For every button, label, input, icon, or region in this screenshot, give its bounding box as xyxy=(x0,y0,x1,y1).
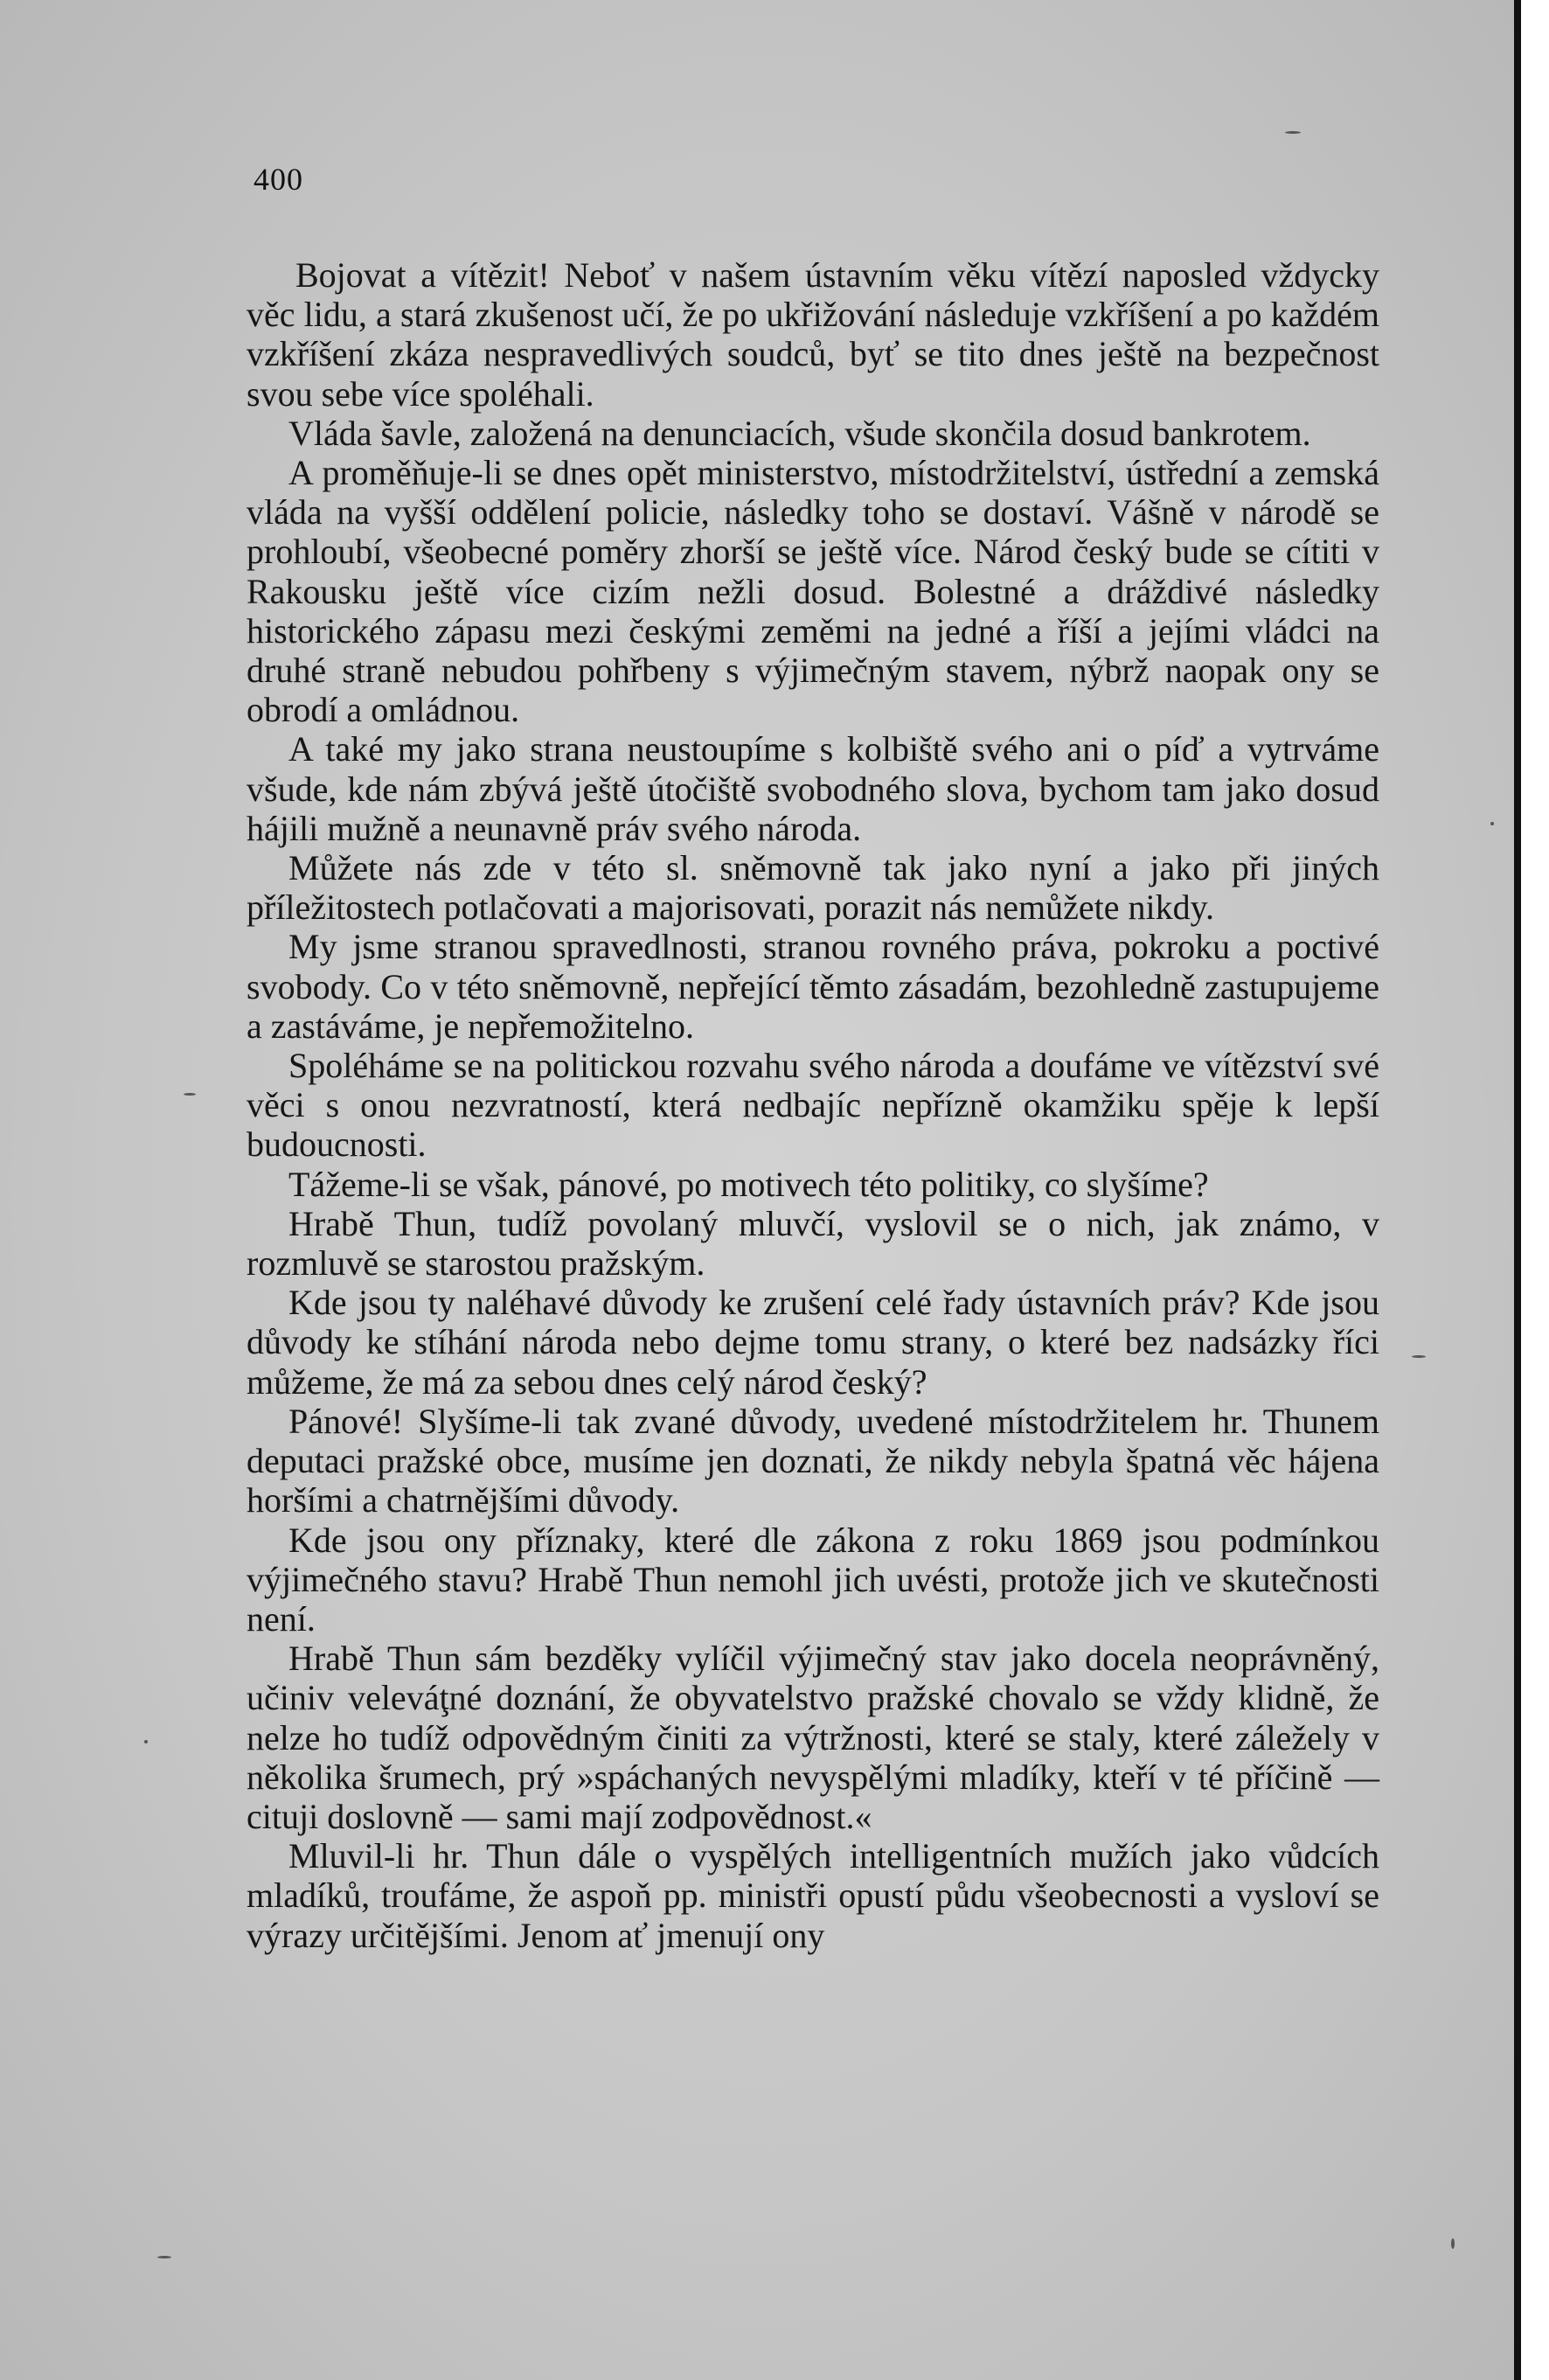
paragraph: My jsme stranou spravedlnosti, stranou rovného práva, pokroku a poctivé svobody. Co v této sněmovně, nepřející těmto zásadám, bezohledně zastupujeme a zastáváme, je nepřemožitelno. xyxy=(247,927,1379,1046)
scan-speck xyxy=(144,1740,148,1743)
paragraph: A proměňuje-li se dnes opět ministerstvo, místodržitelství, ústřední a zemská vláda na vyšší oddělení policie, následky toho se dostaví. Vášně v národě se prohloubí, všeobecné poměry zhorší se ještě více. Národ český bude se cítiti v Rakousku ještě více cizím nežli dosud. Bolestné a dráždivé následky historického zápasu mezi českými zeměmi na jedné a říší a jejími vládci na druhé straně nebudou pohřbeny s výjimečným stavem, nýbrž naopak ony se obrodí a omládnou. xyxy=(247,453,1379,730)
scan-speck xyxy=(1412,1355,1426,1358)
scan-speck xyxy=(1490,822,1494,825)
paragraph: Pánové! Slyšíme-li tak zvané důvody, uvedené místodržitelem hr. Thunem deputaci pražské obce, musíme jen doznati, že nikdy nebyla špatná věc hájena horšími a chatrnějšími důvody. xyxy=(247,1401,1379,1521)
scan-border xyxy=(1514,0,1549,2380)
paragraph: Vláda šavle, založená na denunciacích, všude skončila dosud bankrotem. xyxy=(288,413,1311,453)
paragraph: Bojovat a vítězit! Neboť v našem ústavním věku vítězí naposled vždycky věc lidu, a stará zkušenost učí, že po ukřižování následuje vzkříšení a po každém vzkříšení zkáza nespravedlivých soudců, byť se tito dnes ještě na bezpečnost svou sebe více spoléhali. xyxy=(247,255,1379,414)
paragraph: Spoléháme se na politickou rozvahu svého národa a doufáme ve vítězství své věci s onou nezvratností, která nedbajíc nepřízně okamžiku spěje k lepší budoucnosti. xyxy=(247,1046,1379,1165)
scan-speck xyxy=(1451,2238,1455,2249)
paragraph: Kde jsou ony příznaky, které dle zákona z roku 1869 jsou podmínkou výjimečného stavu? Hrabě Thun nemohl jich uvésti, protože jich ve skutečnosti není. xyxy=(247,1520,1379,1639)
paragraph: A také my jako strana neustoupíme s kolbiště svého ani o píď a vytrváme všude, kde nám zbývá ještě útočiště svobodného slova, bychom tam jako dosud hájili mužně a neunavně práv svého národa. xyxy=(247,729,1379,848)
paragraph: Tážeme-li se však, pánové, po motivech této politiky, co slyšíme? xyxy=(288,1164,1209,1204)
paragraph: Hrabě Thun sám bezděky vylíčil výjimečný stav jako docela neoprávněný, učiniv veleváţné doznání, že obyvatelstvo pražské chovalo se vždy klidně, že nelze ho tudíž odpovědným činiti za výtržnosti, které se staly, které záležely v několika šrumech, prý »spáchaných nevyspělými mladíky, kteří v té příčině — cituji doslovně — sami mají zodpovědnost.« xyxy=(247,1639,1379,1836)
paragraph: Kde jsou ty naléhavé důvody ke zrušení celé řady ústavních práv? Kde jsou důvody ke stíhání národa nebo dejme tomu strany, o které bez nadsázky říci můžeme, že má za sebou dnes celý národ český? xyxy=(247,1283,1379,1402)
paragraph: Můžete nás zde v této sl. sněmovně tak jako nyní a jako při jiných příležitostech potlačovati a majorisovati, porazit nás nemůžete nikdy. xyxy=(247,848,1379,928)
paragraph: Mluvil-li hr. Thun dále o vyspělých intelligentních mužích jako vůdcích mladíků, troufáme, že aspoň pp. ministři opustí půdu všeobecnosti a vysloví se výrazy určitějšími. Jenom ať jmenují ony xyxy=(247,1836,1379,1955)
scan-speck xyxy=(157,2256,171,2258)
paragraph: Hrabě Thun, tudíž povolaný mluvčí, vyslovil se o nich, jak známo, v rozmluvě se starostou pražským. xyxy=(247,1203,1379,1284)
page-number: 400 xyxy=(254,162,303,197)
body-text xyxy=(247,255,1379,1955)
scan-speck xyxy=(1285,131,1301,134)
scan-speck xyxy=(184,1093,196,1096)
